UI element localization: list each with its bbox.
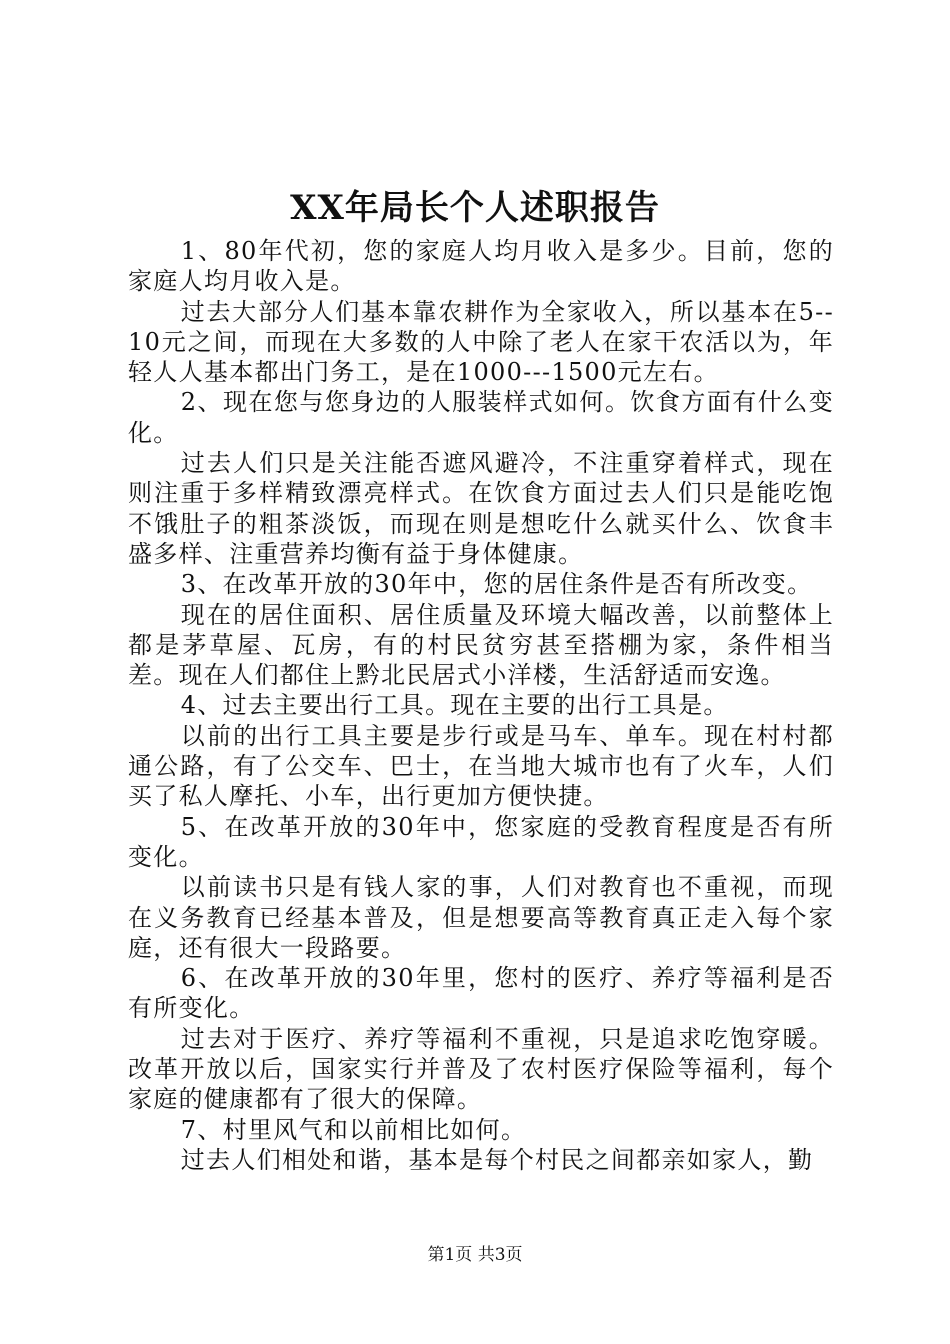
paragraph-q3: 3、在改革开放的30年中，您的居住条件是否有所改变。 — [180, 570, 813, 599]
paragraph-q4: 4、过去主要出行工具。现在主要的出行工具是。 — [180, 691, 729, 720]
paragraph-a4: 以前的出行工具主要是步行或是马车、单车。现在村村都通公路，有了公交车、巴士，在当地大城市也有了火车，人们买了私人摩托、小车，出行更加方便快捷。 — [128, 721, 834, 811]
paragraph-a1: 过去大部分人们基本靠农耕作为全家收入，所以基本在5--10元之间，而现在大多数的人中除了老人在家干农活以为，年轻人人基本都出门务工，是在1000---1500元左右。 — [128, 297, 834, 387]
document-body — [128, 236, 834, 1175]
paragraph-a5: 以前读书只是有钱人家的事，人们对教育也不重视，而现在义务教育已经基本普及，但是想要高等教育真正走入每个家庭，还有很大一段路要。 — [128, 873, 834, 962]
paragraph-q5: 5、在改革开放的30年中，您家庭的受教育程度是否有所变化。 — [128, 812, 834, 871]
paragraph-a7: 过去人们相处和谐，基本是每个村民之间都亲如家人，勤 — [180, 1145, 814, 1174]
document-title: XX年局长个人述职报告 — [290, 188, 660, 228]
paragraph-q1: 1、80年代初，您的家庭人均月收入是多少。目前，您的家庭人均月收入是。 — [128, 237, 834, 296]
paragraph-a6: 过去对于医疗、养疗等福利不重视，只是追求吃饱穿暖。改革开放以后，国家实行并普及了农村医疗保险等福利，每个家庭的健康都有了很大的保障。 — [128, 1024, 834, 1114]
paragraph-q6: 6、在改革开放的30年里，您村的医疗、养疗等福利是否有所变化。 — [128, 964, 834, 1023]
paragraph-a2: 过去人们只是关注能否遮风避冷，不注重穿着样式，现在则注重于多样精致漂亮样式。在饮食方面过去人们只是能吃饱不饿肚子的粗茶淡饭，而现在则是想吃什么就买什么、饮食丰盛多样、注重营养均衡有益于身体健康。 — [128, 449, 834, 568]
paragraph-q2: 2、现在您与您身边的人服装样式如何。饮食方面有什么变化。 — [128, 388, 834, 447]
paragraph-a3: 现在的居住面积、居住质量及环境大幅改善，以前整体上都是茅草屋、瓦房，有的村民贫穷甚至搭棚为家，条件相当差。现在人们都住上黔北民居式小洋楼，生活舒适而安逸。 — [128, 600, 834, 690]
paragraph-q7: 7、村里风气和以前相比如何。 — [180, 1115, 527, 1144]
page-number-footer: 第1页 共3页 — [427, 1245, 523, 1265]
